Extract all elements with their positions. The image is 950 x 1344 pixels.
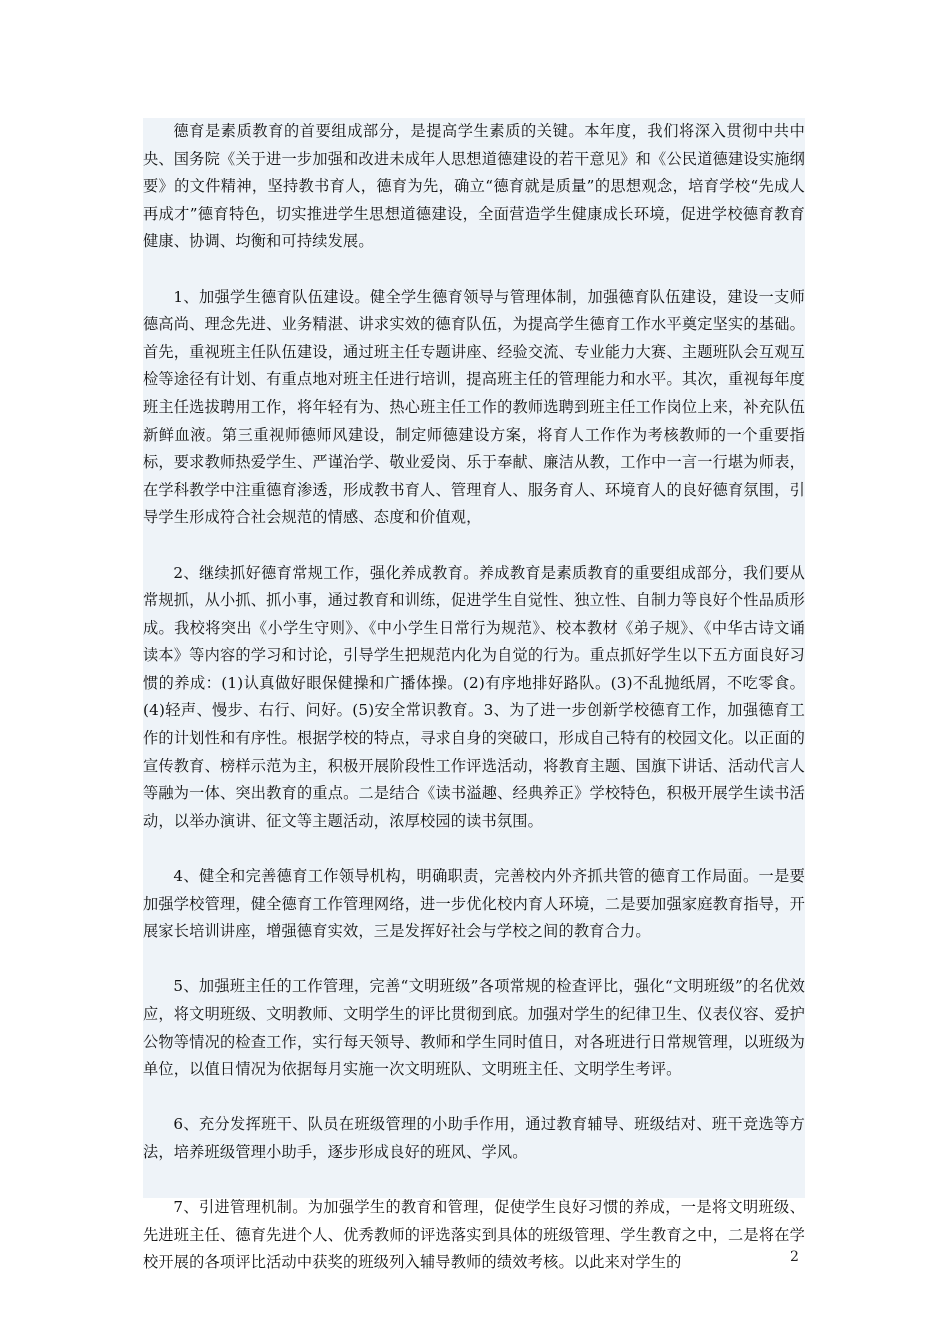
page-number: 2 <box>790 1249 799 1265</box>
paragraph-item-7: 7、引进管理机制。为加强学生的教育和管理，促使学生良好习惯的养成，一是将文明班级、先进班主任、德育先进个人、优秀教师的评选落实到具体的班级管理、学生教育之中，二是将在学校开展的各项评比活动中获奖的班级列入辅导教师的绩效考核。以此来对学生的 <box>143 1198 805 1272</box>
paragraph-intro: 德育是素质教育的首要组成部分，是提高学生素质的关键。本年度，我们将深入贯彻中共中央、国务院《关于进一步加强和改进未成年人思想道德建设的若干意见》和《公民道德建设实施纲要》的文件精神，坚持教书育人，德育为先，确立“德育就是质量”的思想观念，培育学校“先成人再成才”德育特色，切实推进学生思想道德建设，全面营造学生健康成长环境，促进学校德育教育健康、协调、均衡和可持续发展。 <box>143 122 805 251</box>
paragraph-spacer <box>143 256 805 284</box>
paragraph-item-1: 1、加强学生德育队伍建设。健全学生德育领导与管理体制，加强德育队伍建设，建设一支师德高尚、理念先进、业务精湛、讲求实效的德育队伍，为提高学生德育工作水平奠定坚实的基础。首先，重视班主任队伍建设，通过班主任专题讲座、经验交流、专业能力大赛、主题班队会互观互检等途径有计划、有重点地对班主任进行培训，提高班主任的管理能力和水平。其次，重视每年度班主任选拔聘用工作，将年轻有为、热心班主任工作的教师选聘到班主任工作岗位上来，补充队伍新鲜血液。第三重视师德师风建设，制定师德建设方案，将育人工作作为考核教师的一个重要指标，要求教师热爱学生、严谨治学、敬业爱岗、乐于奉献、廉洁从教，工作中一言一行堪为师表，在学科教学中注重德育渗透，形成教书育人、管理育人、服务育人、环境育人的良好德育氛围，引导学生形成符合社会规范的情感、态度和价值观， <box>143 287 805 527</box>
paragraph-spacer <box>143 946 805 974</box>
paragraph-spacer <box>143 532 805 560</box>
paragraph-spacer <box>143 835 805 863</box>
paragraph-spacer <box>143 1167 805 1195</box>
paragraph-item-6: 6、充分发挥班干、队员在班级管理的小助手作用，通过教育辅导、班级结对、班干竞选等方法，培养班级管理小助手，逐步形成良好的班风、学风。 <box>143 1115 805 1161</box>
paragraph-item-5: 5、加强班主任的工作管理，完善“文明班级”各项常规的检查评比，强化“文明班级”的名优效应，将文明班级、文明教师、文明学生的评比贯彻到底。加强对学生的纪律卫生、仪表仪容、爱护公物等情况的检查工作，实行每天领导、教师和学生同时值日，对各班进行日常规管理，以班级为单位，以值日情况为依据每月实施一次文明班队、文明班主任、文明学生考评。 <box>143 977 805 1079</box>
paragraph-item-4: 4、健全和完善德育工作领导机构，明确职责，完善校内外齐抓共管的德育工作局面。一是要加强学校管理，健全德育工作管理网络，进一步优化校内育人环境，二是要加强家庭教育指导，开展家长培训讲座，增强德育实效，三是发挥好社会与学校之间的教育合力。 <box>143 867 805 941</box>
paragraph-spacer <box>143 1084 805 1112</box>
paragraph-item-2: 2、继续抓好德育常规工作，强化养成教育。养成教育是素质教育的重要组成部分，我们要从常规抓，从小抓、抓小事，通过教育和训练，促进学生自觉性、独立性、自制力等良好个性品质形成。我校将突出《小学生守则》、《中小学生日常行为规范》、校本教材《弟子规》、《中华古诗文诵读本》等内容的学习和讨论，引导学生把规范内化为自觉的行为。重点抓好学生以下五方面良好习惯的养成：(1)认真做好眼保健操和广播体操。(2)有序地排好路队。(3)不乱抛纸屑，不吃零食。(4)轻声、慢步、右行、问好。(5)安全常识教育。3、为了进一步创新学校德育工作，加强德育工作的计划性和有序性。根据学校的特点，寻求自身的突破口，形成自己特有的校园文化。以正面的宣传教育、榜样示范为主，积极开展阶段性工作评选活动，将教育主题、国旗下讲话、活动代言人等融为一体、突出教育的重点。二是结合《读书溢趣、经典养正》学校特色，积极开展学生读书活动，以举办演讲、征文等主题活动，浓厚校园的读书氛围。 <box>143 563 805 830</box>
body-text <box>143 118 805 1272</box>
